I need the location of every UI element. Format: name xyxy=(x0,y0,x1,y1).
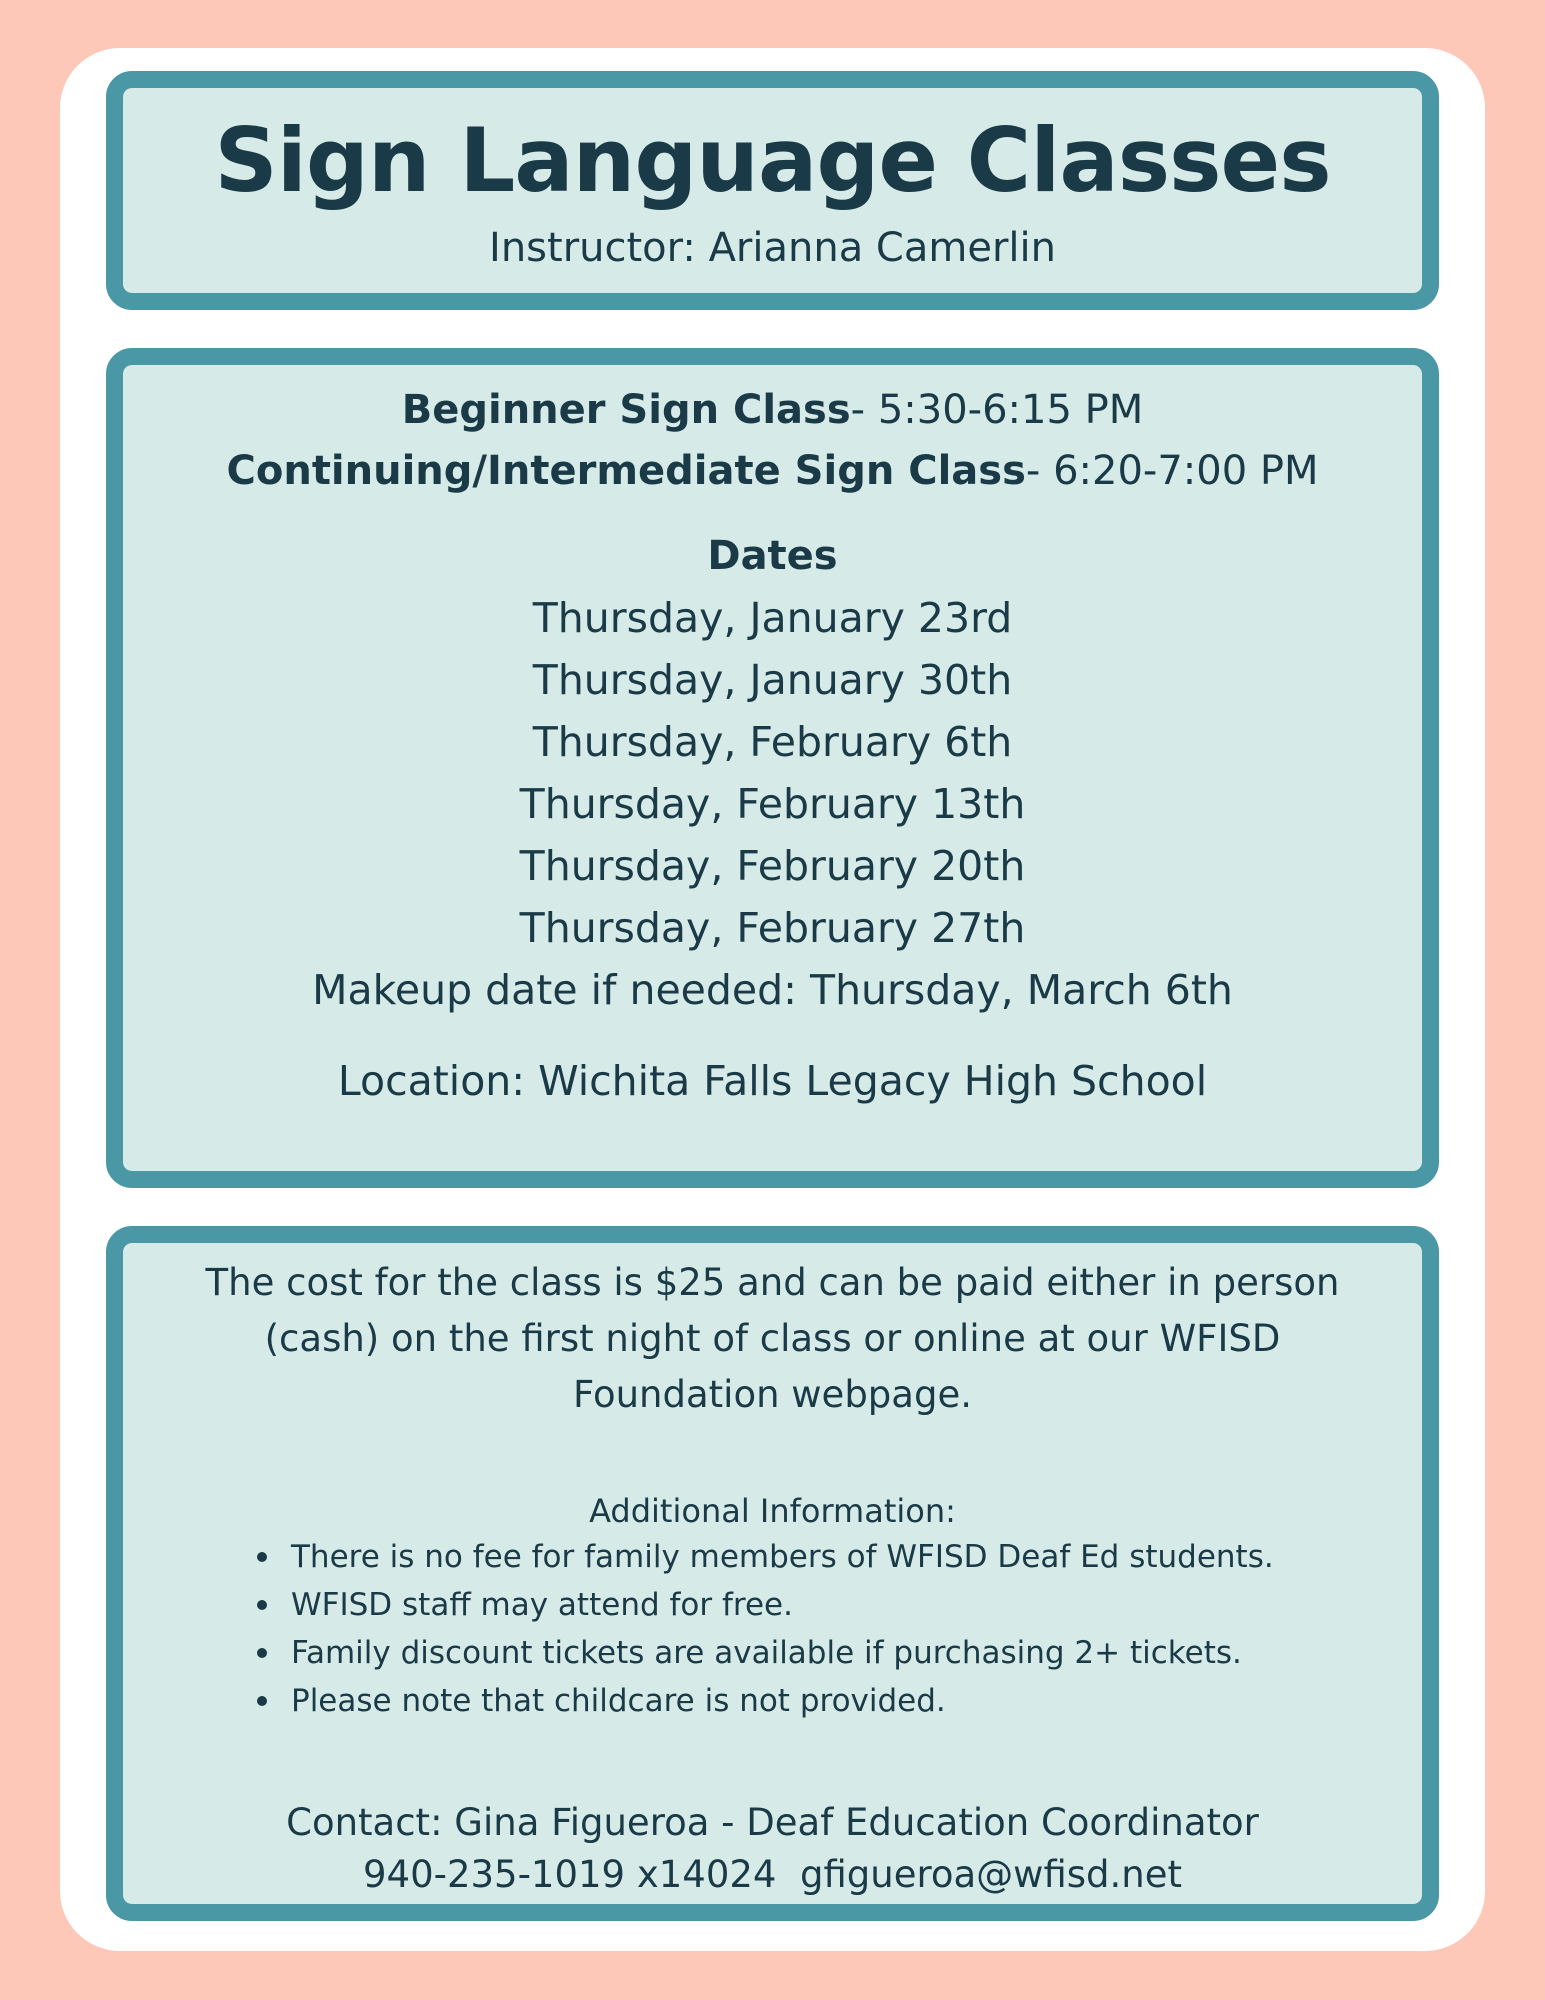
continuing-class-line xyxy=(123,445,1422,497)
list-item: There is no fee for family members of WFISD Deaf Ed students. xyxy=(249,1533,1274,1581)
schedule-panel xyxy=(106,348,1439,1188)
date-item: Thursday, February 27th xyxy=(519,904,1026,952)
additional-info-list xyxy=(249,1533,1274,1725)
list-item: Please note that childcare is not provided. xyxy=(249,1677,1274,1725)
continuing-class-name: Continuing/Intermediate Sign Class xyxy=(226,448,1026,494)
continuing-class-time: - 6:20-7:00 PM xyxy=(1025,448,1319,494)
contact-name: Contact: Gina Figueroa - Deaf Education Coordinator xyxy=(286,1801,1259,1844)
additional-info-heading: Additional Information: xyxy=(589,1492,956,1530)
list-item: Family discount tickets are available if purchasing 2+ tickets. xyxy=(249,1629,1274,1677)
dates-heading: Dates xyxy=(707,533,838,579)
info-panel xyxy=(106,1226,1439,1921)
date-item: Thursday, January 23rd xyxy=(532,594,1013,642)
contact-details: 940-235-1019 x14024 gfigueroa@wfisd.net xyxy=(362,1853,1182,1896)
beginner-class-line xyxy=(123,384,1422,436)
date-item: Thursday, February 20th xyxy=(519,842,1026,890)
title-panel xyxy=(106,71,1439,310)
date-item: Thursday, January 30th xyxy=(532,656,1013,704)
instructor-line: Instructor: Arianna Camerlin xyxy=(489,225,1056,271)
page-title: Sign Language Classes xyxy=(214,109,1331,212)
beginner-class-name: Beginner Sign Class xyxy=(401,387,851,433)
date-item: Thursday, February 6th xyxy=(532,718,1013,766)
cost-paragraph: The cost for the class is $25 and can be paid either in person (cash) on the first night of class or online at our WFISD Foundation webpage. xyxy=(205,1261,1340,1416)
makeup-date-item: Makeup date if needed: Thursday, March 6th xyxy=(312,966,1233,1014)
dates-list xyxy=(123,587,1422,1021)
date-item: Thursday, February 13th xyxy=(519,780,1026,828)
beginner-class-time: - 5:30-6:15 PM xyxy=(850,387,1144,433)
location-line: Location: Wichita Falls Legacy High School xyxy=(337,1057,1208,1105)
list-item: WFISD staff may attend for free. xyxy=(249,1581,1274,1629)
